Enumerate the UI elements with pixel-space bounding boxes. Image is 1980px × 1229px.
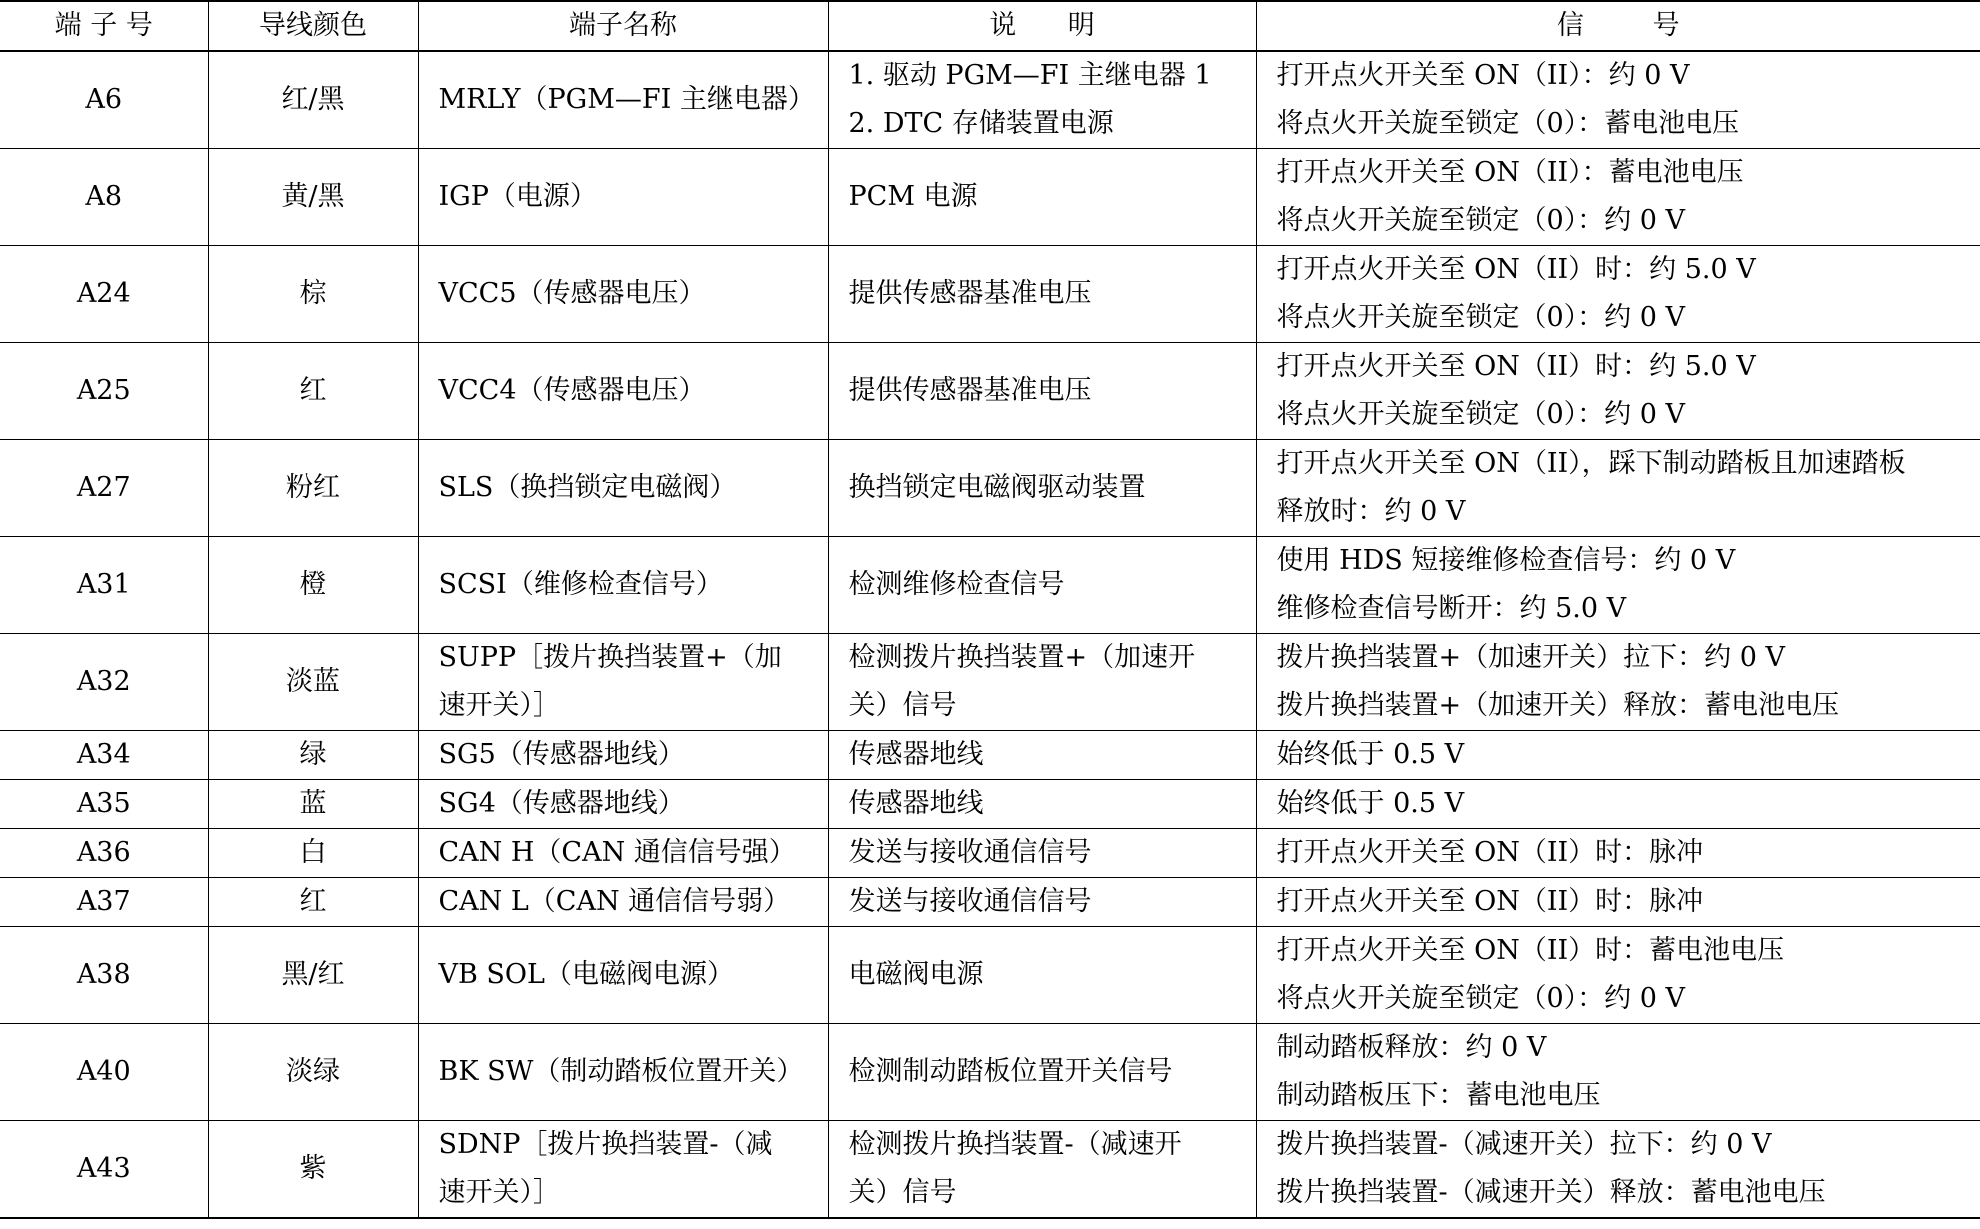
- cell-terminal-number: A36: [0, 829, 208, 878]
- cell-wire-color: 红: [208, 343, 418, 440]
- header-description: 说 明: [828, 1, 1256, 51]
- table-row: [0, 878, 1980, 927]
- cell-signal: 始终低于 0.5 V: [1256, 731, 1980, 780]
- cell-signal: 制动踏板释放：约 0 V 制动踏板压下：蓄电池电压: [1256, 1024, 1980, 1121]
- cell-description: 换挡锁定电磁阀驱动装置: [828, 440, 1256, 537]
- cell-signal: 打开点火开关至 ON（II）：蓄电池电压 将点火开关旋至锁定（0）：约 0 V: [1256, 149, 1980, 246]
- table-row: [0, 634, 1980, 731]
- cell-signal: 使用 HDS 短接维修检查信号：约 0 V 维修检查信号断开：约 5.0 V: [1256, 537, 1980, 634]
- table-row: [0, 731, 1980, 780]
- table-row: [0, 1024, 1980, 1121]
- cell-terminal-name: VB SOL（电磁阀电源）: [418, 927, 828, 1024]
- cell-terminal-number: A34: [0, 731, 208, 780]
- cell-description: PCM 电源: [828, 149, 1256, 246]
- cell-terminal-name: CAN H（CAN 通信信号强）: [418, 829, 828, 878]
- table-row: [0, 440, 1980, 537]
- cell-wire-color: 白: [208, 829, 418, 878]
- table-row: [0, 780, 1980, 829]
- table-row: [0, 149, 1980, 246]
- cell-description: 传感器地线: [828, 731, 1256, 780]
- cell-wire-color: 紫: [208, 1121, 418, 1219]
- cell-description: 检测维修检查信号: [828, 537, 1256, 634]
- cell-terminal-number: A32: [0, 634, 208, 731]
- cell-signal: 拨片换挡装置-（减速开关）拉下：约 0 V 拨片换挡装置-（减速开关）释放：蓄电池电压: [1256, 1121, 1980, 1219]
- table-row: [0, 246, 1980, 343]
- cell-signal: 打开点火开关至 ON（II）时：脉冲: [1256, 829, 1980, 878]
- cell-terminal-number: A37: [0, 878, 208, 927]
- cell-wire-color: 红: [208, 878, 418, 927]
- table-header: [0, 1, 1980, 51]
- cell-description: 检测拨片换挡装置+（加速开 关）信号: [828, 634, 1256, 731]
- cell-signal: 打开点火开关至 ON（II）时：约 5.0 V 将点火开关旋至锁定（0）：约 0 V: [1256, 343, 1980, 440]
- table-row: [0, 927, 1980, 1024]
- cell-signal: 打开点火开关至 ON（II），踩下制动踏板且加速踏板 释放时：约 0 V: [1256, 440, 1980, 537]
- table-row: [0, 343, 1980, 440]
- cell-description: 发送与接收通信信号: [828, 878, 1256, 927]
- header-wire-color: 导线颜色: [208, 1, 418, 51]
- cell-wire-color: 粉红: [208, 440, 418, 537]
- cell-wire-color: 淡蓝: [208, 634, 418, 731]
- header-terminal-name: 端子名称: [418, 1, 828, 51]
- cell-description: 提供传感器基准电压: [828, 246, 1256, 343]
- cell-description: 检测制动踏板位置开关信号: [828, 1024, 1256, 1121]
- cell-terminal-name: MRLY（PGM—FI 主继电器）: [418, 51, 828, 149]
- table-row: [0, 1121, 1980, 1219]
- table-body: [0, 51, 1980, 1218]
- cell-description: 提供传感器基准电压: [828, 343, 1256, 440]
- cell-terminal-name: SG4（传感器地线）: [418, 780, 828, 829]
- cell-signal: 拨片换挡装置+（加速开关）拉下：约 0 V 拨片换挡装置+（加速开关）释放：蓄电池电压: [1256, 634, 1980, 731]
- cell-signal: 始终低于 0.5 V: [1256, 780, 1980, 829]
- cell-terminal-name: SLS（换挡锁定电磁阀）: [418, 440, 828, 537]
- cell-wire-color: 红/黑: [208, 51, 418, 149]
- cell-terminal-number: A38: [0, 927, 208, 1024]
- header-signal: 信 号: [1256, 1, 1980, 51]
- cell-wire-color: 淡绿: [208, 1024, 418, 1121]
- cell-terminal-number: A43: [0, 1121, 208, 1219]
- cell-terminal-number: A25: [0, 343, 208, 440]
- cell-wire-color: 绿: [208, 731, 418, 780]
- cell-wire-color: 橙: [208, 537, 418, 634]
- table-row: [0, 51, 1980, 149]
- table-row: [0, 537, 1980, 634]
- cell-description: 传感器地线: [828, 780, 1256, 829]
- cell-terminal-number: A40: [0, 1024, 208, 1121]
- cell-terminal-name: CAN L（CAN 通信信号弱）: [418, 878, 828, 927]
- cell-terminal-name: VCC4（传感器电压）: [418, 343, 828, 440]
- cell-terminal-name: IGP（电源）: [418, 149, 828, 246]
- cell-description: 1. 驱动 PGM—FI 主继电器 1 2. DTC 存储装置电源: [828, 51, 1256, 149]
- cell-signal: 打开点火开关至 ON（II）：约 0 V 将点火开关旋至锁定（0）：蓄电池电压: [1256, 51, 1980, 149]
- cell-signal: 打开点火开关至 ON（II）时：蓄电池电压 将点火开关旋至锁定（0）：约 0 V: [1256, 927, 1980, 1024]
- cell-wire-color: 棕: [208, 246, 418, 343]
- cell-terminal-name: VCC5（传感器电压）: [418, 246, 828, 343]
- cell-terminal-name: SG5（传感器地线）: [418, 731, 828, 780]
- cell-description: 电磁阀电源: [828, 927, 1256, 1024]
- cell-terminal-number: A8: [0, 149, 208, 246]
- cell-wire-color: 黄/黑: [208, 149, 418, 246]
- cell-signal: 打开点火开关至 ON（II）时：约 5.0 V 将点火开关旋至锁定（0）：约 0 V: [1256, 246, 1980, 343]
- cell-terminal-number: A24: [0, 246, 208, 343]
- cell-wire-color: 蓝: [208, 780, 418, 829]
- cell-terminal-name: BK SW（制动踏板位置开关）: [418, 1024, 828, 1121]
- cell-description: 检测拨片换挡装置-（减速开 关）信号: [828, 1121, 1256, 1219]
- cell-wire-color: 黑/红: [208, 927, 418, 1024]
- cell-description: 发送与接收通信信号: [828, 829, 1256, 878]
- header-terminal-number: 端 子 号: [0, 1, 208, 51]
- cell-signal: 打开点火开关至 ON（II）时：脉冲: [1256, 878, 1980, 927]
- cell-terminal-name: SUPP［拨片换挡装置+（加 速开关）］: [418, 634, 828, 731]
- cell-terminal-number: A6: [0, 51, 208, 149]
- cell-terminal-number: A31: [0, 537, 208, 634]
- cell-terminal-number: A27: [0, 440, 208, 537]
- header-row: [0, 1, 1980, 51]
- cell-terminal-name: SCSI（维修检查信号）: [418, 537, 828, 634]
- cell-terminal-name: SDNP［拨片换挡装置-（减 速开关）］: [418, 1121, 828, 1219]
- table-row: [0, 829, 1980, 878]
- cell-terminal-number: A35: [0, 780, 208, 829]
